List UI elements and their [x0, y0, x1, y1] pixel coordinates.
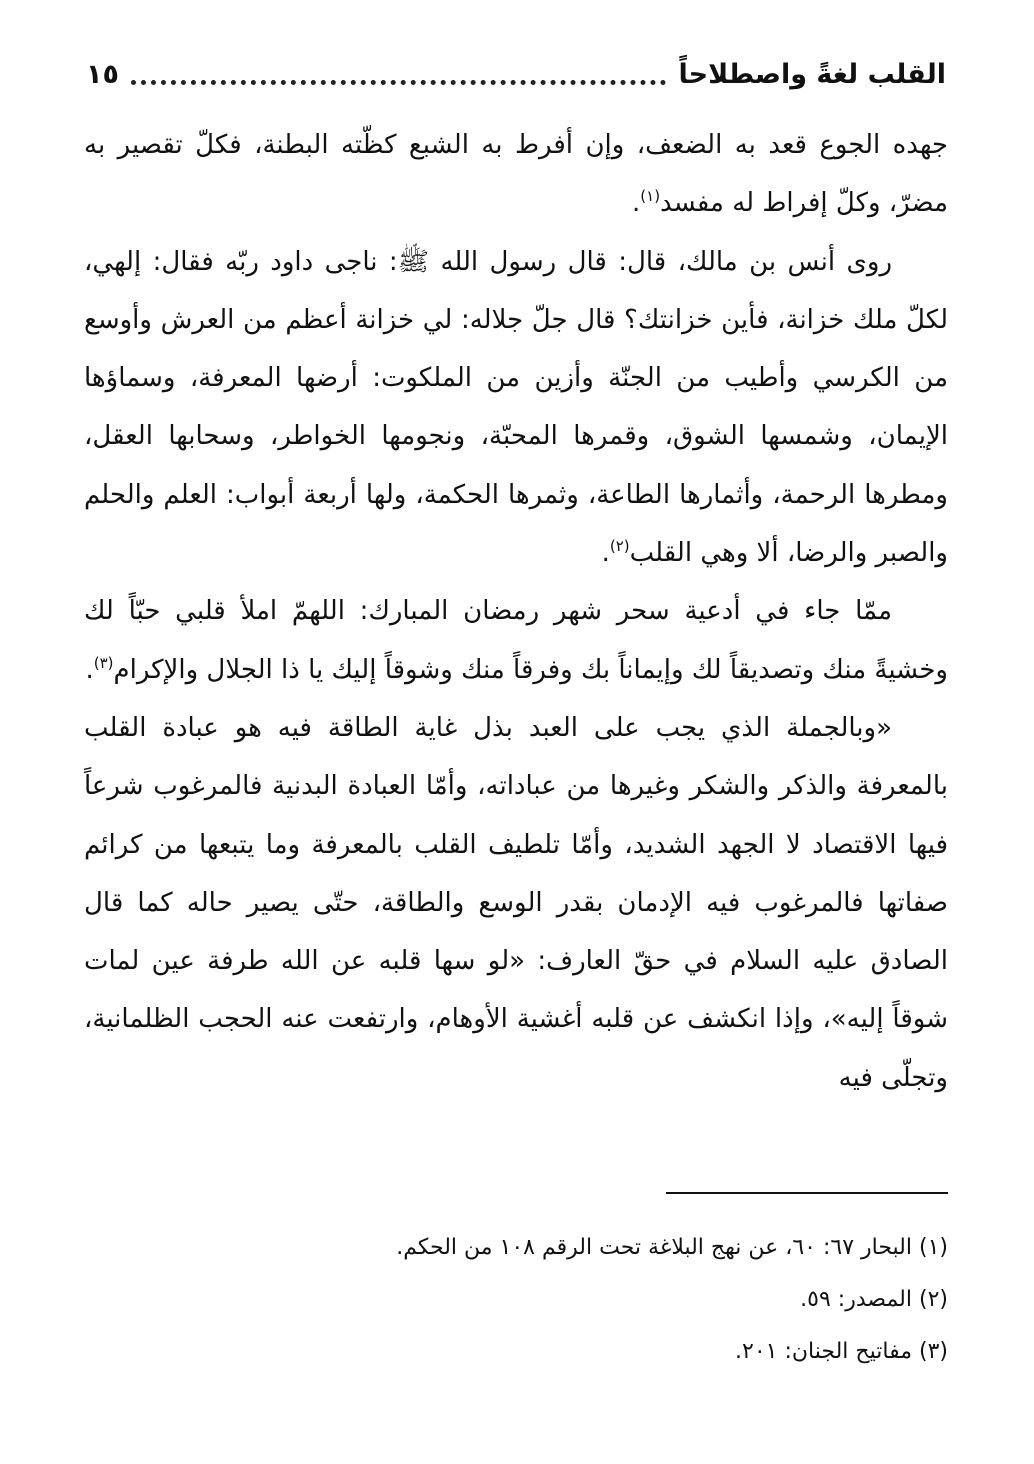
footnote-ref: (٣) — [93, 653, 114, 672]
running-header — [86, 52, 946, 96]
paragraph-text: جهده الجوع قعد به الضعف، وإن أفرط به الشبع كظّته البطنة، فكلّ تقصير به مضرّ، وكلّ إفراط له مفسد — [84, 130, 948, 219]
footnote-2: (٢) المصدر: ٥٩. — [800, 1287, 948, 1312]
paragraph-end: . — [632, 188, 641, 219]
paragraph-text: «وبالجملة الذي يجب على العبد بذل غاية الطاقة فيه هو عبادة القلب بالمعرفة والذكر والشكر وغيرها من عباداته، وأمّا العبادة البدنية فالمرغوب شرعاً فيها الاقتصاد لا الجهد الشديد، وأمّا تلطيف القلب بالمعرفة وما يتبعها من كرائم صفاتها فالمرغوب فيه الإدمان بقدر الوسع والطاقة، حتّى يصير حاله كما قال الصادق عليه السلام في حقّ العارف: «لو سها قلبه عن الله طرفة عين لمات شوقاً إليه»، وإذا انكشف عن قلبه أغشية الأوهام، وارتفعت عنه الحجب الظلمانية، وتجلّى فيه — [84, 712, 948, 1093]
footnotes — [84, 1222, 948, 1378]
paragraph-2 — [84, 233, 948, 583]
paragraph-1 — [84, 116, 948, 233]
body-text — [84, 116, 948, 1107]
dotted-leader — [131, 80, 667, 85]
paragraph-4 — [84, 699, 948, 1107]
footnote-separator — [666, 1192, 948, 1194]
paragraph-text: ممّا جاء في أدعية سحر شهر رمضان المبارك: اللهمّ املأ قلبي حبّاً لك وخشيةً منك وتصديقاً لك وإيماناً بك وفرقاً منك وشوقاً إليك يا ذا الجلال والإكرام — [84, 596, 948, 685]
paragraph-text: روى أنس بن مالك، قال: قال رسول الله ﷺ: ناجى داود ربّه فقال: إلهي، لكلّ ملك خزانة، فأين خزانتك؟ قال جلّ جلاله: لي خزانة أعظم من العرش وأوسع من الكرسي وأطيب من الجنّة وأزين من الملكوت: أرضها المعرفة، وسماؤها الإيمان، وشمسها الشوق، وقمرها المحبّة، ونجومها الخواطر، وسحابها العقل، ومطرها الرحمة، وأثمارها الطاعة، وثمرها الحكمة، ولها أربعة أبواب: العلم والحلم والصبر والرضا، ألا وهي القلب — [84, 246, 948, 569]
footnote-ref: (١) — [640, 187, 661, 206]
footnote-ref: (٢) — [609, 537, 630, 556]
footnote-1: (١) البحار ٦٧: ٦٠، عن نهج البلاغة تحت الرقم ١٠٨ من الحكم. — [396, 1235, 948, 1260]
footnote-3: (٣) مفاتيح الجنان: ٢٠١. — [735, 1339, 948, 1364]
paragraph-end: . — [85, 654, 94, 685]
paragraph-3 — [84, 582, 948, 699]
page-number: ١٥ — [86, 58, 119, 90]
chapter-title: القلب لغةً واصطلاحاً — [678, 58, 946, 90]
paragraph-end: . — [601, 538, 610, 569]
